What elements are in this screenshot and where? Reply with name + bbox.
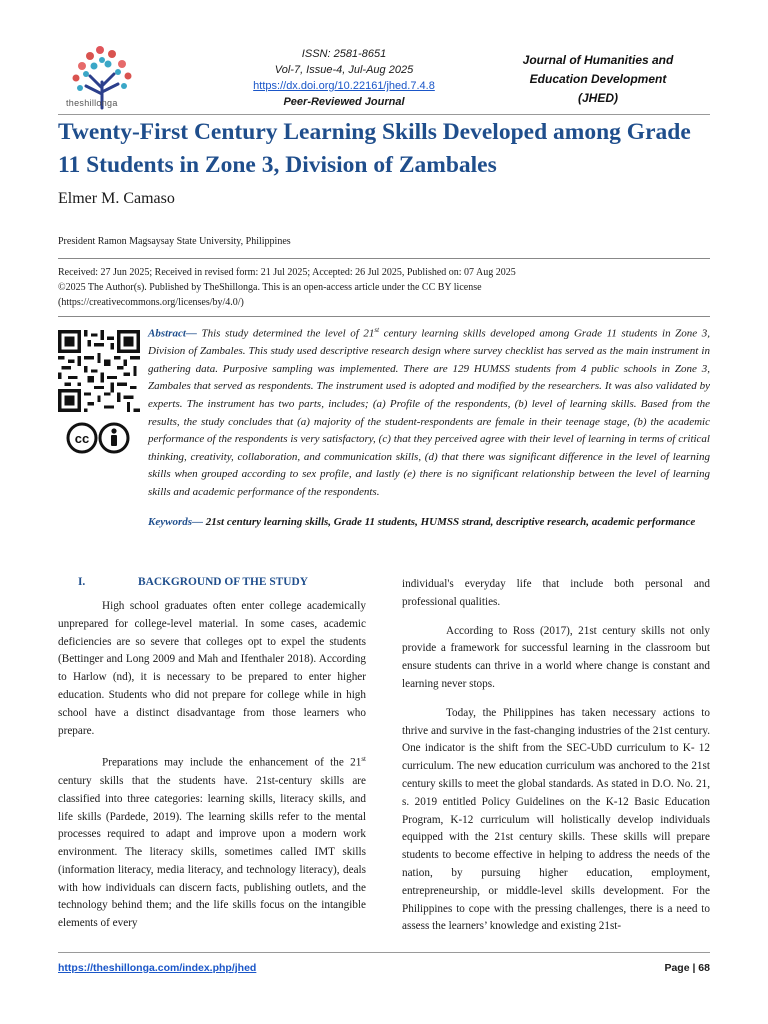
copyright-notice: ©2025 The Author(s). Published by TheShillonga. This is an open-access article under the CC BY license	[58, 282, 482, 293]
abstract-label: Abstract—	[148, 327, 197, 340]
section-heading	[78, 576, 358, 588]
abstract-text-start: This study determined the level of 21	[196, 327, 375, 340]
article-title: Twenty-First Century Learning Skills Developed among Grade 11 Students in Zone 3, Division of Zambales	[58, 119, 691, 178]
svg-text:cc: cc	[74, 431, 90, 446]
qr-code-icon	[58, 330, 140, 412]
body-column-left	[58, 598, 366, 944]
divider	[58, 316, 710, 317]
footer-journal-link[interactable]: https://theshillonga.com/index.php/jhed	[58, 962, 257, 974]
license-link[interactable]: (https://creativecommons.org/licenses/by/4.0/)	[58, 297, 244, 308]
keywords-label: Keywords—	[148, 516, 203, 528]
keywords-text: 21st century learning skills, Grade 11 students, HUMSS strand, descriptive research, academic performance	[203, 516, 696, 528]
author-affiliation: President Ramon Magsaysay State University, Philippines	[58, 236, 291, 247]
paragraph: individual's everyday life that include both personal and professional qualities.	[402, 578, 710, 608]
volume-issue: Vol-7, Issue-4, Jul-Aug 2025	[274, 64, 414, 76]
page-number: Page | 68	[664, 962, 710, 974]
paragraph: According to Ross (2017), 21st century skills not only provide a framework for successful learning in the classroom but ensure students can thrive in a world where change is constant and learning never stops.	[402, 624, 710, 690]
journal-name-line3: (JHED)	[577, 91, 618, 105]
paragraph: High school graduates often enter college academically unprepared for college-level material. In some cases, academic deficiencies are so severe that colleges opt to expel the students (Bettinger and Long 2009 and Mah and Ifenthaler 2018). According to Harlow (nd), it is necessary to be prepared to enter higher education. Students who did not prepare for college while in high school have a distinct disadvantage from those learners who prepare.	[58, 600, 366, 737]
body-column-right	[402, 576, 710, 947]
peer-review-label: Peer-Reviewed Journal	[283, 96, 405, 108]
divider	[58, 258, 710, 259]
header-divider	[58, 114, 710, 115]
paragraph	[58, 751, 366, 933]
cc-by-license-icon	[66, 422, 132, 454]
journal-name-line2: Education Development	[529, 72, 667, 86]
paragraph: Today, the Philippines has taken necessary actions to thrive and survive in the fast-changing industries of the 21st century. One indicator is the shift from the SEC-UbD curriculum to K- 12 curriculum. The new education curriculum was anchored to the 21st century skills to meet the global standards. As stated in D.O. No. 21, s. 2019 entitled Policy Guidelines on the K-12 Basic Education Program, K-12 curriculum will holistically develop individuals equipped with the 21st century skills. These skills will prepare students to become effective in helping to address the needs of the nation, by pursuing higher education, employment, entrepreneurship, or middle-level skills development. For the Philippines to cope with the pressing challenges, there is a need to assess the learners’ knowledge and existing 21st-	[402, 706, 710, 933]
section-number: I.	[78, 576, 86, 588]
superscript: st	[374, 326, 380, 334]
footer-divider	[58, 952, 710, 953]
abstract-text: century learning skills developed among Grade 11 students in Zone 3, Division of Zambales. This study used descriptive research design where survey checklist has served as the main instrument in gathering data. Purposive sampling was implemented. There are 129 HUMSS students from 4 public schools in Zone 3, Zambales that served as respondents. The instrument used is adopted and modified by the researchers. It was also validated by experts. The instrument has two parts, includes; (a) Profile of the respondents, (b) level of learning skills. Based from the results, the study concludes that (a) majority of the student-respondents are female in their teenage stage, (b) the academic performance of the respondents is very satisfactory, (c) that they perceived agree with their level of learning in terms of critical thinking, creativity, collaboration, and communication skills, (d) that there was significant difference in the level of learning skills when grouped according to sex profile, and lastly (e) there is no significant relationship between the level of learning skills and academic performance of the respondents.	[148, 327, 710, 498]
logo-text: theshillonga	[66, 98, 118, 108]
section-title: BACKGROUND OF THE STUDY	[138, 576, 308, 588]
issn: ISSN: 2581-8651	[301, 48, 387, 60]
superscript: st	[361, 755, 366, 764]
paragraph-text: century skills that the students have. 21st-century skills are classified into three categories: learning skills, literacy skills, and life skills (Pardede, 2019). The learning skills refer to the mental processes required to adapt and improve upon a modern work environment. The literacy skills, sometimes called IMT skills (information literacy, media literacy, and technology literacy), deals with how individuals can discern facts, publishing outlets, and the technology behind them; and the life skills focus on the intangible elements of every	[58, 774, 366, 930]
journal-name-line1: Journal of Humanities and	[522, 53, 674, 67]
author-name: Elmer M. Camaso	[58, 190, 175, 207]
received-dates: Received: 27 Jun 2025; Received in revised form: 21 Jul 2025; Accepted: 26 Jul 2025, Published on: 07 Aug 2025	[58, 267, 516, 278]
paragraph-text: Preparations may include the enhancement of the 21	[102, 757, 362, 770]
keywords	[148, 514, 710, 532]
doi-link[interactable]: https://dx.doi.org/10.22161/jhed.7.4.8	[253, 80, 435, 92]
abstract	[148, 322, 710, 502]
